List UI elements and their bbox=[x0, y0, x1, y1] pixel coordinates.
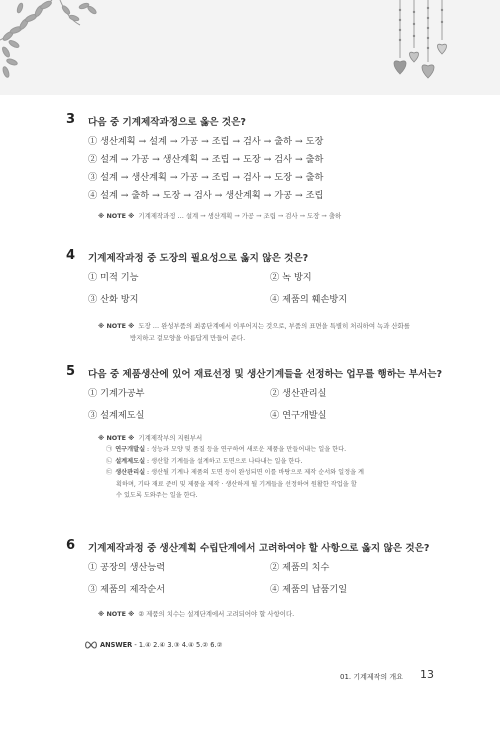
sub-bullet: ㉡ bbox=[106, 457, 113, 465]
option-1[interactable]: ① 생산계획 → 설계 → 가공 → 조립 → 검사 → 출하 → 도장 bbox=[88, 136, 324, 147]
sub-bullet: ㉠ bbox=[106, 446, 113, 453]
question-text: 다음 중 기계제작과정으로 옳은 것은? bbox=[88, 117, 246, 128]
option-1[interactable]: ① 기계가공부 bbox=[88, 388, 145, 399]
option-3[interactable]: ③ 설계 → 생산계획 → 가공 → 조립 → 검사 → 도장 → 출하 bbox=[88, 172, 324, 183]
sub-bullet: ㉢ bbox=[106, 469, 113, 476]
sub-description: : 생산될 기계나 제품의 도면 등이 완성되면 이를 바탕으로 제작 순서와 일정을 계 bbox=[145, 469, 364, 476]
question-text: 기계제작과정 중 도장의 필요성으로 옳지 않은 것은? bbox=[88, 253, 309, 264]
note-text: ② 제품의 치수는 설계단계에서 고려되어야 할 사항이다. bbox=[138, 610, 295, 618]
answer-key bbox=[84, 641, 223, 649]
sub-keyword: 생산관리실 bbox=[115, 469, 146, 476]
question-5 bbox=[66, 366, 466, 502]
note-box bbox=[98, 320, 466, 344]
answer-label: ANSWER bbox=[100, 641, 133, 649]
question-3 bbox=[66, 114, 466, 222]
note-text: 기계제작부의 지원부서 bbox=[138, 434, 203, 442]
note-text-cont: 방지하고 겉모양을 아름답게 만들어 준다. bbox=[130, 334, 246, 342]
decorative-header-art bbox=[0, 0, 500, 95]
question-number: 5 bbox=[66, 364, 76, 379]
note-box bbox=[98, 210, 466, 222]
hanging-hearts-icon bbox=[394, 0, 447, 78]
note-tag: ※ NOTE ※ bbox=[98, 322, 135, 330]
sub-keyword: 연구개발실 bbox=[115, 446, 146, 453]
option-4[interactable]: ④ 제품의 훼손방지 bbox=[270, 294, 348, 305]
question-number: 6 bbox=[66, 538, 76, 553]
option-3[interactable]: ③ 산화 방지 bbox=[88, 294, 139, 305]
note-sub-item bbox=[106, 467, 466, 502]
option-4[interactable]: ④ 설계 → 출하 → 도장 → 검사 → 생산계획 → 가공 → 조립 bbox=[88, 190, 324, 201]
question-text: 기계제작과정 중 생산계획 수립단계에서 고려하여야 할 사항으로 옳지 않은 것은? bbox=[88, 543, 430, 554]
note-box bbox=[98, 608, 466, 620]
option-3[interactable]: ③ 설계제도실 bbox=[88, 410, 145, 421]
option-2[interactable]: ② 제품의 치수 bbox=[270, 562, 330, 573]
sub-description-cont: 수 있도록 도와주는 일을 한다. bbox=[116, 492, 198, 499]
option-4[interactable]: ④ 연구개발실 bbox=[270, 410, 327, 421]
page-number: 13 bbox=[420, 668, 434, 681]
option-2[interactable]: ② 설계 → 가공 → 생산계획 → 조립 → 도장 → 검사 → 출하 bbox=[88, 154, 324, 165]
leaf-branch-icon bbox=[0, 0, 97, 78]
question-6 bbox=[66, 540, 466, 620]
note-text: 도장 … 완성부품의 최종단계에서 이루어지는 것으로, 부품의 표면을 특별히 처리하여 녹과 산화를 bbox=[138, 322, 410, 330]
question-number: 4 bbox=[66, 248, 76, 263]
option-2[interactable]: ② 녹 방지 bbox=[270, 272, 312, 283]
note-box bbox=[98, 432, 466, 502]
option-1[interactable]: ① 공장의 생산능력 bbox=[88, 562, 166, 573]
note-tag: ※ NOTE ※ bbox=[98, 434, 135, 442]
question-text: 다음 중 제품생산에 있어 재료선정 및 생산기계들을 선정하는 업무를 행하는 부서는? bbox=[88, 369, 443, 380]
sub-keyword: 설계제도실 bbox=[115, 457, 146, 465]
answer-text: - 1.④ 2.④ 3.③ 4.④ 5.② 6.② bbox=[134, 641, 223, 649]
sub-description: : 생산할 기계들을 설계하고 도면으로 나타내는 일을 한다. bbox=[145, 457, 303, 465]
option-3[interactable]: ③ 제품의 제작순서 bbox=[88, 584, 166, 595]
footer-chapter-title: 01. 기계제작의 개요 bbox=[340, 673, 403, 681]
note-tag: ※ NOTE ※ bbox=[98, 212, 135, 220]
infinity-loop-icon bbox=[84, 640, 98, 650]
note-tag: ※ NOTE ※ bbox=[98, 610, 135, 618]
sub-description-cont: 획하며, 기타 재료 준비 및 제품을 제작 · 생산하게 될 기계들을 선정하여 원활한 작업을 할 bbox=[116, 480, 357, 488]
note-text: 기계제작과정 … 설계 → 생산계획 → 가공 → 조립 → 검사 → 도장 → 출하 bbox=[138, 212, 342, 220]
question-4 bbox=[66, 250, 466, 344]
option-2[interactable]: ② 생산관리실 bbox=[270, 388, 327, 399]
option-4[interactable]: ④ 제품의 납품기일 bbox=[270, 584, 348, 595]
sub-description: : 성능과 모양 및 품질 등을 연구하여 새로운 제품을 만들어내는 일을 한다. bbox=[145, 446, 347, 453]
option-1[interactable]: ① 미적 기능 bbox=[88, 272, 139, 283]
note-sub-item bbox=[106, 456, 466, 468]
question-number: 3 bbox=[66, 112, 76, 127]
note-sub-item bbox=[106, 444, 466, 456]
